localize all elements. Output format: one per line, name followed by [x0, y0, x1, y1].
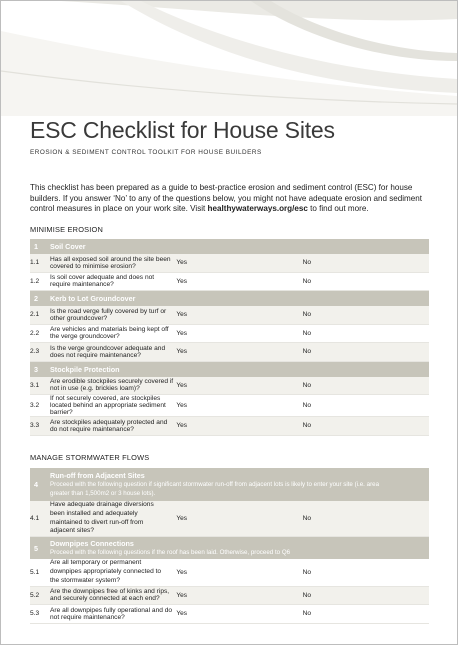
group-description: Proceed with the following question if significant stormwater run-off from adjacent lots is likely to enter your site (i.e. area greater than 1,500m2 or 3 house lots). — [50, 481, 380, 497]
yes-option[interactable]: Yes — [176, 272, 302, 291]
group-number: 3 — [30, 361, 50, 377]
question-number: 5.3 — [30, 605, 50, 624]
stormwater-table — [30, 468, 429, 624]
yes-option[interactable]: Yes — [176, 605, 302, 624]
section-minimise-erosion: MINIMISE EROSION — [30, 225, 104, 234]
question-text: Have adequate drainage diversions been installed and adequately maintained to divert run-off from adjacent sites? — [50, 501, 176, 537]
no-option[interactable]: No — [303, 324, 429, 343]
no-option[interactable]: No — [303, 395, 429, 417]
table-row — [30, 377, 429, 395]
group-number: 5 — [30, 537, 50, 560]
group-header-content — [50, 468, 429, 501]
group-header-downpipes — [30, 537, 429, 560]
intro-text: This checklist has been prepared as a guide to best-practice erosion and sediment control (ESC) for house builders. If you answer ‘No’ to any of the questions below, you might not have adequate erosion and sediment control measures in place on your work site. Visit — [30, 183, 423, 214]
question-number: 3.2 — [30, 395, 50, 417]
question-text: Are vehicles and materials being kept off the verge groundcover? — [50, 324, 176, 343]
header-swoosh-graphic — [1, 1, 457, 116]
table-row — [30, 605, 429, 624]
question-text: Are all temporary or permanent downpipes appropriately connected to the stormwater system? — [50, 559, 176, 586]
no-option[interactable]: No — [303, 605, 429, 624]
table-row — [30, 272, 429, 291]
group-header-run-off — [30, 468, 429, 501]
table-row — [30, 395, 429, 417]
page-subtitle: EROSION & SEDIMENT CONTROL TOOLKIT FOR HOUSE BUILDERS — [30, 149, 262, 156]
question-number: 2.1 — [30, 306, 50, 324]
question-text: Is soil cover adequate and does not require maintenance? — [50, 272, 176, 291]
table-row — [30, 501, 429, 537]
no-option[interactable]: No — [303, 501, 429, 537]
table-row — [30, 306, 429, 324]
group-title: Soil Cover — [50, 239, 429, 254]
no-option[interactable]: No — [303, 343, 429, 362]
yes-option[interactable]: Yes — [176, 377, 302, 395]
table-row — [30, 343, 429, 362]
no-option[interactable]: No — [303, 559, 429, 586]
minimise-erosion-table — [30, 239, 429, 436]
yes-option[interactable]: Yes — [176, 254, 302, 272]
intro-paragraph — [30, 183, 435, 215]
yes-option[interactable]: Yes — [176, 306, 302, 324]
group-title: Downpipes Connections — [50, 538, 134, 548]
table-row — [30, 559, 429, 586]
table-row — [30, 254, 429, 272]
question-number: 4.1 — [30, 501, 50, 537]
question-text: Are the downpipes free of kinks and rips, and securely connected at each end? — [50, 586, 176, 605]
question-number: 2.3 — [30, 343, 50, 362]
group-number: 4 — [30, 468, 50, 501]
question-text: If not securely covered, are stockpiles located behind an appropriate sediment barrier? — [50, 395, 176, 417]
question-text: Has all exposed soil around the site been covered to minimise erosion? — [50, 254, 176, 272]
question-number: 3.1 — [30, 377, 50, 395]
question-text: Are all downpipes fully operational and do not require maintenance? — [50, 605, 176, 624]
yes-option[interactable]: Yes — [176, 417, 302, 436]
table-row — [30, 417, 429, 436]
group-title: Run-off from Adjacent Sites — [50, 471, 145, 480]
question-number: 5.1 — [30, 559, 50, 586]
table-row — [30, 586, 429, 605]
page-title: ESC Checklist for House Sites — [30, 117, 335, 143]
question-text: Are stockpiles adequately protected and do not require maintenance? — [50, 417, 176, 436]
no-option[interactable]: No — [303, 417, 429, 436]
question-number: 3.3 — [30, 417, 50, 436]
no-option[interactable]: No — [303, 377, 429, 395]
group-description: Proceed with the following questions if the roof has been laid. Otherwise, proceed to Q6 — [50, 548, 291, 556]
group-title: Stockpile Protection — [50, 361, 429, 377]
question-number: 2.2 — [30, 324, 50, 343]
yes-option[interactable]: Yes — [176, 586, 302, 605]
yes-option[interactable]: Yes — [176, 324, 302, 343]
group-title: Kerb to Lot Groundcover — [50, 291, 429, 307]
table-row — [30, 324, 429, 343]
question-text: Is the road verge fully covered by turf or other groundcover? — [50, 306, 176, 324]
yes-option[interactable]: Yes — [176, 343, 302, 362]
no-option[interactable]: No — [303, 306, 429, 324]
yes-option[interactable]: Yes — [176, 559, 302, 586]
group-number: 2 — [30, 291, 50, 307]
question-number: 5.2 — [30, 586, 50, 605]
question-number: 1.2 — [30, 272, 50, 291]
question-text: Is the verge groundcover adequate and does not require maintenance? — [50, 343, 176, 362]
intro-link[interactable]: healthywaterways.org/esc — [207, 204, 308, 214]
group-header-stockpile-protection — [30, 361, 429, 377]
yes-option[interactable]: Yes — [176, 395, 302, 417]
question-number: 1.1 — [30, 254, 50, 272]
group-header-soil-cover — [30, 239, 429, 254]
no-option[interactable]: No — [303, 254, 429, 272]
no-option[interactable]: No — [303, 272, 429, 291]
yes-option[interactable]: Yes — [176, 501, 302, 537]
question-text: Are erodible stockpiles securely covered if not in use (e.g. brickies loam)? — [50, 377, 176, 395]
no-option[interactable]: No — [303, 586, 429, 605]
group-header-content — [50, 537, 429, 560]
group-number: 1 — [30, 239, 50, 254]
section-manage-stormwater: MANAGE STORMWATER FLOWS — [30, 453, 150, 462]
intro-suffix: to find out more. — [307, 204, 369, 214]
group-header-kerb-groundcover — [30, 291, 429, 307]
